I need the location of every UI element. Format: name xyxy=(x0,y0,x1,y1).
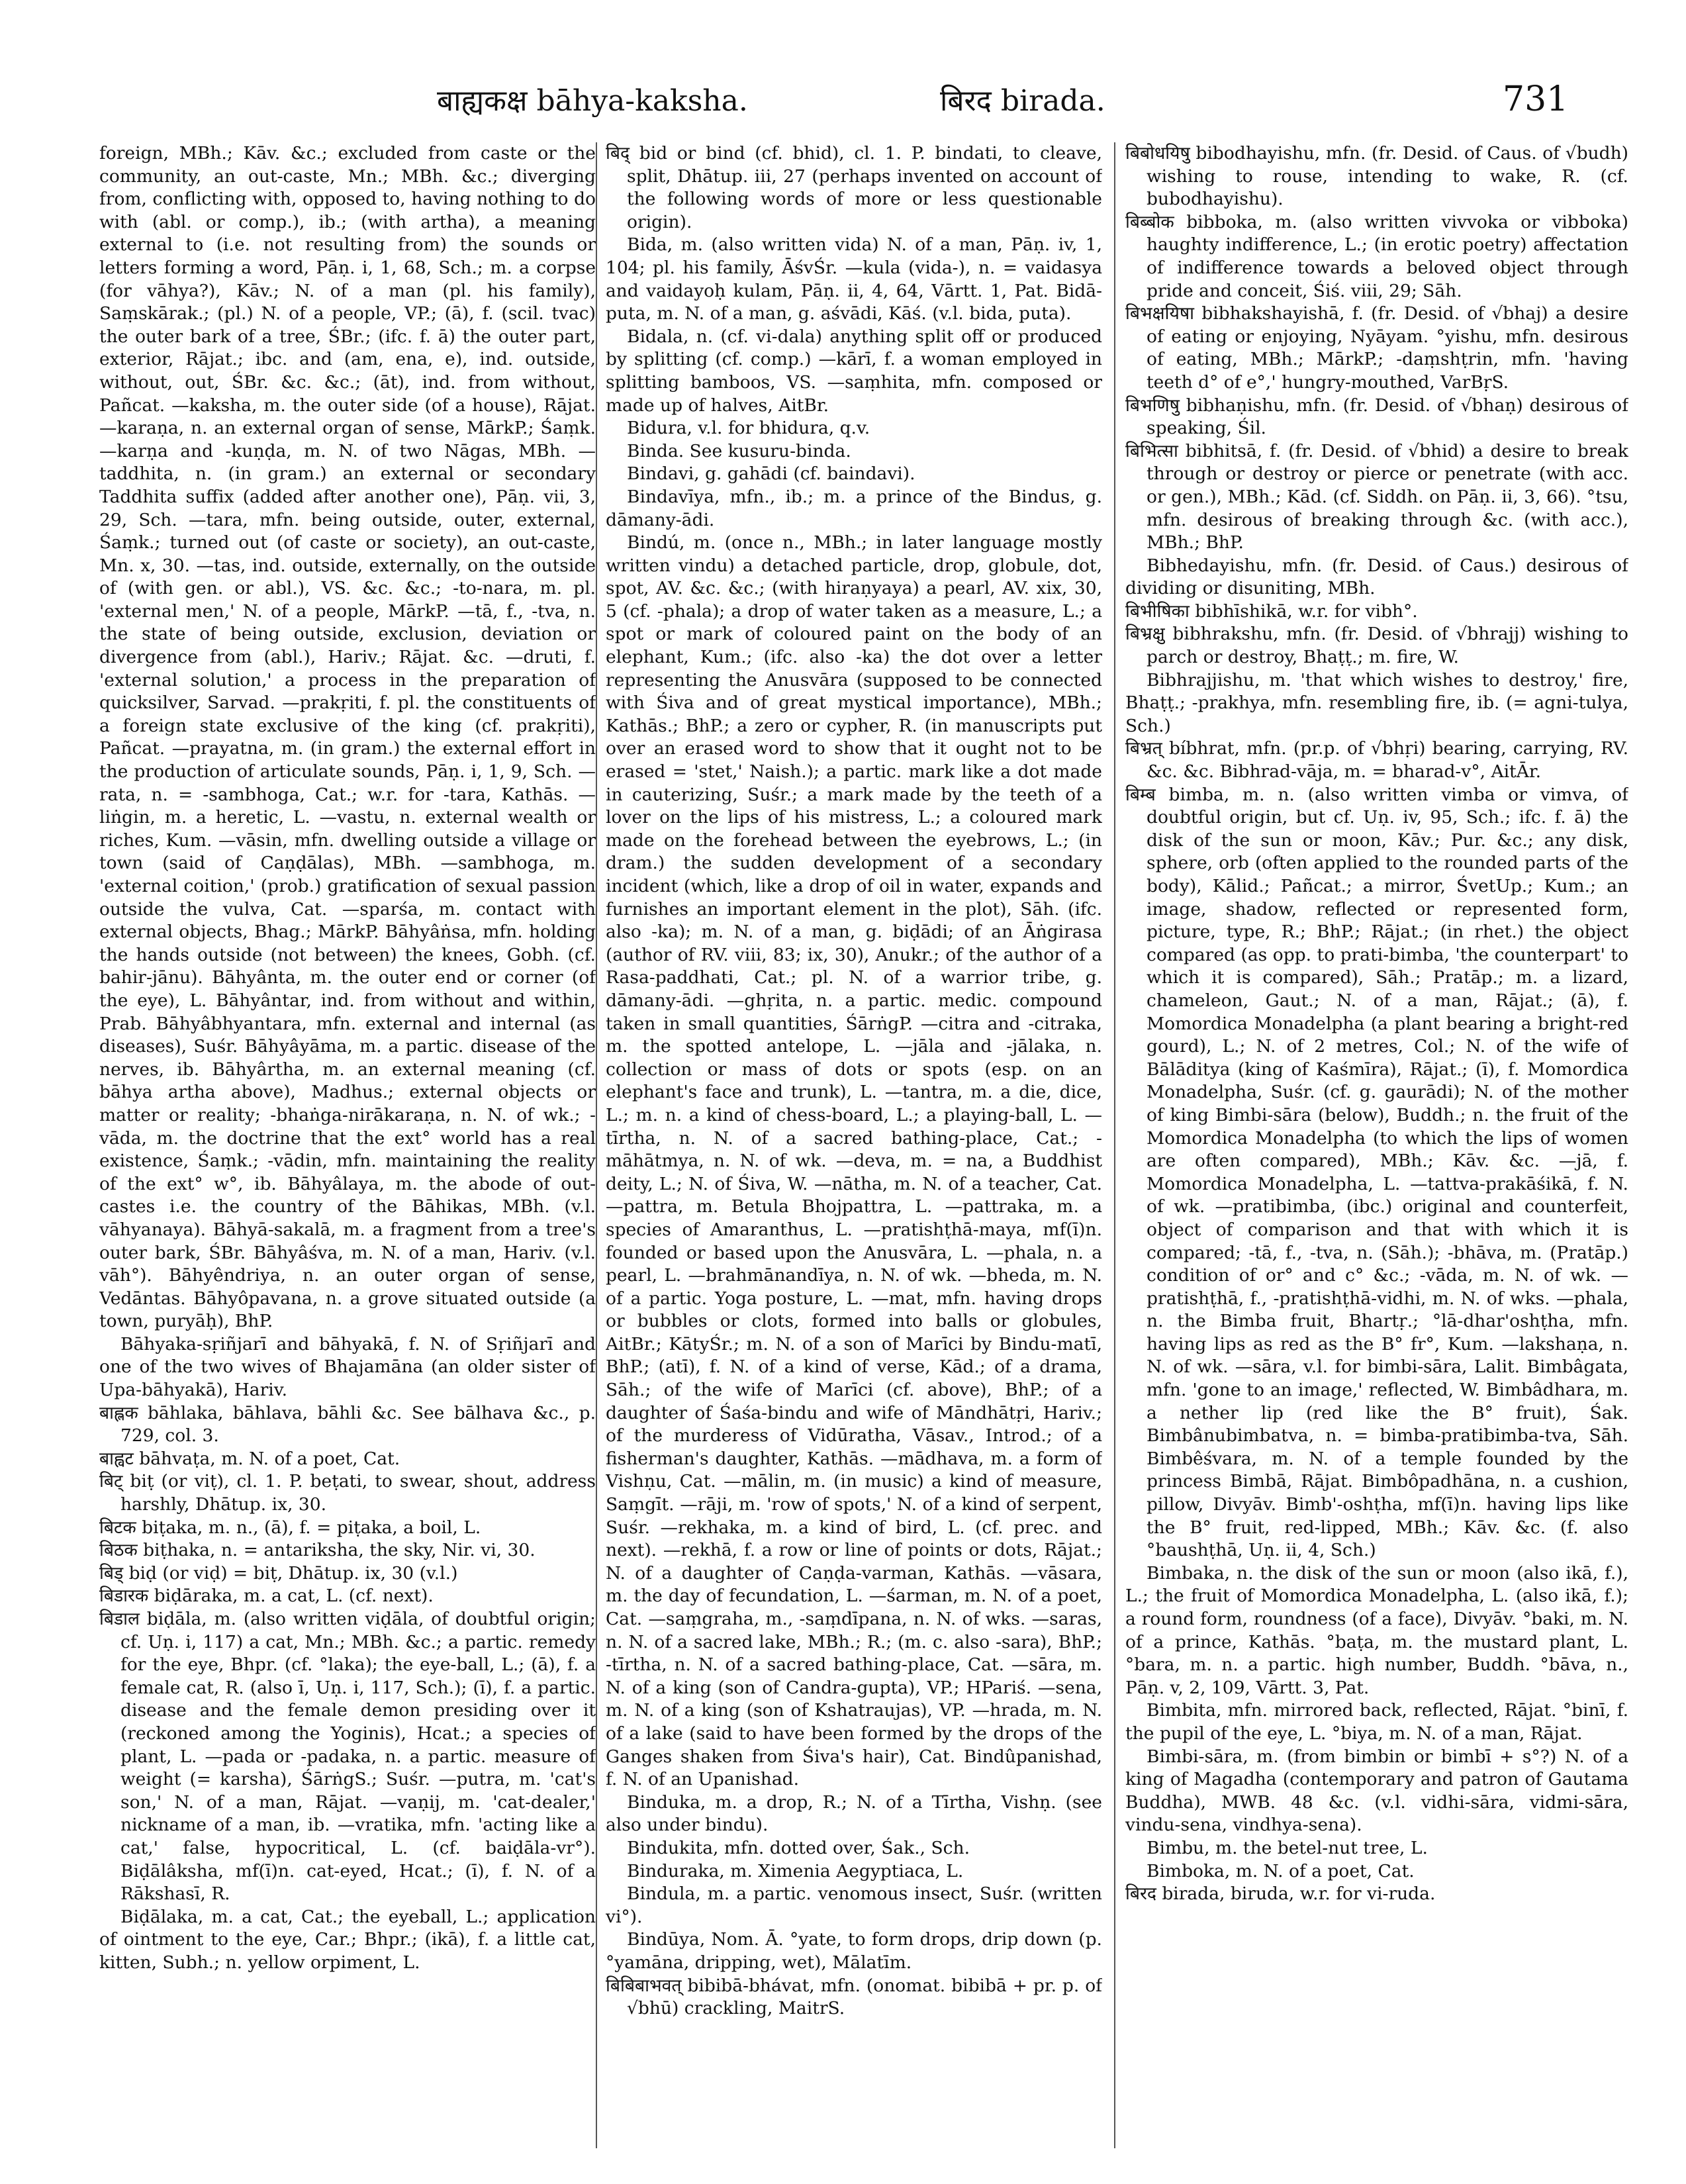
dictionary-entry: foreign, MBh.; Kāv. &c.; excluded from caste or the community, an out-caste, Mn.; MBh. &c.; diverging from, conflicting with, opposed to, having nothing to do with (abl. or comp.), ib.; (with artha), a meaning external to (i.e. not resulting from) the sounds or letters forming a word, Pāṇ. i, 1, 68, Sch.; m. a corpse (for vāhya?), Kāv.; N. of a man (pl. his family), Saṃskārak.; (pl.) N. of a people, VP.; (ā), f. (scil. tvac) the outer bark of a tree, ŚBr.; (ifc. f. ā) the outer part, exterior, Rājat.; ibc. and (am, ena, e), ind. outside, without, out, ŚBr. &c. &c.; (āt), ind. from without, Pañcat. —kaksha, m. the outer side (of a house), Rājat. —karaṇa, n. an external organ of sense, MārkP.; Śaṃk. —karṇa and -kuṇḍa, m. N. of two Nāgas, MBh. —taddhita, n. (in gram.) an external or secondary Taddhita suffix (added after another one), Pāṇ. vii, 3, 29, Sch. —tara, mfn. being outside, outer, external, Śaṃk.; turned out (of caste or society), an out-caste, Mn. x, 30. —tas, ind. outside, externally, on the outside of (with gen. or abl.), VS. &c. &c.; -to-nara, m. pl. 'external men,' N. of a people, MārkP. —tā, f., -tva, n. the state of being outside, exclusion, deviation or divergence from (abl.), Hariv.; Rājat. &c. —druti, f. 'external solution,' a process in the preparation of quicksilver, Sarvad. —prakṛiti, f. pl. the constituents of a foreign state exclusive of the king (cf. prakṛiti), Pañcat. —prayatna, m. (in gram.) the external effort in the production of articulate sounds, Pāṇ. i, 1, 9, Sch. —rata, n. = -sambhoga, Cat.; w.r. for -tara, Kathās. —liṅgin, m. a heretic, L. —vastu, n. external wealth or riches, Kum. —vāsin, mfn. dwelling outside a village or town (said of Caṇḍālas), MBh. —sambhoga, m. 'external coition,' (prob.) gratification of sexual passion outside the vulva, Cat. —sparśa, m. contact with external objects, Bhag.; MārkP. Bāhyâṅsa, mfn. holding the hands outside (not between) the knees, Gobh. (cf. bahir-jānu). Bāhyânta, m. the outer end or corner (of the eye), L. Bāhyântar, ind. from without and within, Prab. Bāhyâbhyantara, mfn. external and internal (as diseases), Suśr. Bāhyâyāma, m. a partic. disease of the nerves, ib. Bāhyârtha, m. an external meaning (cf. bāhya artha above), Madhus.; external objects or matter or reality; -bhaṅga-nirākaraṇa, n. N. of wk.; -vāda, m. the doctrine that the ext° world has a real existence, Śaṃk.; -vādin, mfn. maintaining the reality of the ext° w°, ib. Bāhyâlaya, m. the abode of out-castes i.e. the country of the Bāhikas, MBh. (v.l. vāhyanaya). Bāhyā-sakalā, m. a fragment from a tree's outer bark, ŚBr. Bāhyâśva, m. N. of a man, Hariv. (v.l. vāh°). Bāhyêndriya, n. an outer organ of sense, Vedāntas. Bāhyôpavana, n. a grove situated outside (a town, puryāḥ), BhP. xyxy=(99,143,596,1332)
dictionary-entry: बिभणिषु bibhaṇishu, mfn. (fr. Desid. of √bhaṇ) desirous of speaking, Śil. xyxy=(1125,395,1628,439)
dictionary-entry: Binduraka, m. Ximenia Aegyptiaca, L. xyxy=(627,1860,964,1881)
dictionary-entry: बाह्लक bāhlaka, bāhlava, bāhli &c. See bālhava &c., p. 729, col. 3. xyxy=(99,1402,596,1447)
running-head-left: बाह्यकक्ष bāhya-kaksha. xyxy=(437,84,748,118)
dictionary-entry: Bidura, v.l. for bhidura, q.v. xyxy=(627,418,870,439)
dictionary-entry: Bidala, n. (cf. vi-dala) anything split off or produced by splitting (cf. comp.) —kārī, f. a woman employed in splitting bamboos, VS. —saṃhita, mfn. composed or made up of halves, AitBr. xyxy=(606,326,1102,416)
dictionary-entry: Bibhrajjishu, m. 'that which wishes to destroy,' fire, Bhaṭṭ.; -prakhya, mfn. resembling fire, ib. (= agni-tulya, Sch.) xyxy=(1125,669,1628,736)
page-number: 731 xyxy=(1503,79,1569,119)
dictionary-entry: बिभित्सा bibhitsā, f. (fr. Desid. of √bhid) a desire to break through or destroy or pierce or penetrate (with acc. or gen.), MBh.; Kād. (cf. Siddh. on Pāṇ. ii, 3, 66). °tsu, mfn. desirous of breaking through &c. (with acc.), MBh.; BhP. xyxy=(1125,440,1628,553)
dictionary-entry: बिब्बोक bibboka, m. (also written vivvoka or vibboka) haughty indifference, L.; (in erotic poetry) affectation of indifference towards a beloved object through pride and conceit, Śiś. viii, 29; Sāh. xyxy=(1125,211,1628,301)
dictionary-entry: बिभक्षयिषा bibhakshayishā, f. (fr. Desid. of √bhaj) a desire of eating or enjoying, Nyāyam. °yishu, mfn. desirous of eating, MBh.; MārkP.; -daṃshṭrin, mfn. 'having teeth d° of e°,' hungry-mouthed, VarBṛS. xyxy=(1125,303,1628,393)
column-3 xyxy=(1125,142,1628,2155)
dictionary-entry: बिडारक biḍāraka, m. a cat, L. (cf. next). xyxy=(99,1586,434,1607)
dictionary-entry: Bāhyaka-sṛiñjarī and bāhyakā, f. N. of Sṛiñjarī and one of the two wives of Bhajamāna (an older sister of Upa-bāhyakā), Hariv. xyxy=(99,1333,596,1401)
dictionary-entry: बिठक biṭhaka, n. = antariksha, the sky, Nir. vi, 30. xyxy=(99,1540,536,1561)
page-header xyxy=(0,79,1686,139)
dictionary-entry: Bindavi, g. gahādi (cf. baindavi). xyxy=(627,463,915,485)
dictionary-entry: Bindukita, mfn. dotted over, Śak., Sch. xyxy=(627,1837,970,1858)
column-divider xyxy=(596,142,597,2148)
column-2 xyxy=(606,142,1102,2155)
dictionary-entry: बिटक biṭaka, m. n., (ā), f. = piṭaka, a boil, L. xyxy=(99,1517,481,1538)
dictionary-entry: बिम्ब bimba, m. n. (also written vimba or vimva, of doubtful origin, but cf. Uṇ. iv, 95, Sch.; ifc. f. ā) the disk of the sun or moon, Kāv.; Pur. &c.; any disk, sphere, orb (often applied to the rounded parts of the body), Kālid.; Pañcat.; a mirror, ŚvetUp.; Kum.; an image, shadow, reflected or represented form, picture, type, R.; BhP.; Rājat.; (in rhet.) the object compared (as opp. to prati-bimba, 'the counterpart' to which it is compared), Sāh.; Pratāp.; m. a lizard, chameleon, Gaut.; N. of a man, Rājat.; (ā), f. Momordica Monadelpha (a plant bearing a bright-red gourd), L.; N. of 2 metres, Col.; N. of the wife of Bālāditya (king of Kaśmīra), Rājat.; (ī), f. Momordica Monadelpha, Suśr. (cf. g. gaurādi); N. of the mother of king Bimbi-sāra (below), Buddh.; n. the fruit of the Momordica Monadelpha (to which the lips of women are often compared), MBh.; Kāv. &c. —jā, f. Momordica Monadelpha, L. —tattva-prakāśikā, f. N. of wk. —pratibimba, (ibc.) original and counterfeit, object of comparison and that with which it is compared; -tā, f., -tva, n. (Sāh.); -bhāva, m. (Pratāp.) condition of or° and c° &c.; -vāda, m. N. of wk. —pratishṭhā, f., -pratishṭhā-vidhi, m. N. of wks. —phala, n. the Bimba fruit, Bhartṛ.; °lā-dhar'oshṭha, mfn. having lips as red as the B° fr°, Kum. —lakshaṇa, n. N. of wk. —sāra, v.l. for bimbi-sāra, Lalit. Bimbâgata, mfn. 'gone to an image,' reflected, W. Bimbâdhara, m. a nether lip (red like the B° fruit), Śak. Bimbânubimbatva, n. = bimba-pratibimba-tva, Sāh. Bimbêśvara, m. N. of a temple founded by the princess Bimbā, Rājat. Bimbôpadhāna, n. a cushion, pillow, Divyāv. Bimb'-oshṭha, mf(ī)n. having lips like the B° fruit, red-lipped, MBh.; Kāv. &c. (f. also °baushṭhā, Uṇ. ii, 4, Sch.) xyxy=(1125,784,1628,1561)
dictionary-entry: बिभ्रत् bíbhrat, mfn. (pr.p. of √bhṛi) bearing, carrying, RV. &c. &c. Bibhrad-vāja, m. = bharad-v°, AitĀr. xyxy=(1125,738,1628,783)
dictionary-entry: बिबिबाभवत् bibibā-bhávat, mfn. (onomat. bibibā + pr. p. of √bhū) crackling, MaitrS. xyxy=(606,1975,1102,2019)
dictionary-entry: Bimbaka, n. the disk of the sun or moon (also ikā, f.), L.; the fruit of Momordica Monadelpha, L. (also ikā, f.); a round form, roundness (of a face), Divyāv. °baki, m. N. of a prince, Kathās. °baṭa, m. the mustard plant, L. °bara, m. n. a partic. high number, Buddh. °bāva, n., Pāṇ. v, 2, 109, Vārtt. 3, Pat. xyxy=(1125,1562,1628,1698)
column-1 xyxy=(99,142,596,2155)
dictionary-entry: Bimbu, m. the betel-nut tree, L. xyxy=(1147,1837,1428,1858)
dictionary-entry: Bimbita, mfn. mirrored back, reflected, Rājat. °binī, f. the pupil of the eye, L. °biya, m. N. of a man, Rājat. xyxy=(1125,1700,1628,1744)
dictionary-entry: बाह्वट bāhvaṭa, m. N. of a poet, Cat. xyxy=(99,1448,400,1469)
column-divider xyxy=(1114,142,1115,2148)
dictionary-entry: बिरद birada, biruda, w.r. for vi-ruda. xyxy=(1125,1883,1436,1905)
dictionary-entry: Bindavīya, mfn., ib.; m. a prince of the Bindus, g. dāmany-ādi. xyxy=(606,486,1102,530)
dictionary-entry: बिडाल biḍāla, m. (also written viḍāla, of doubtful origin; cf. Uṇ. i, 117) a cat, Mn.; MBh. &c.; a partic. remedy for the eye, Bhpr. (cf. °laka); the eye-ball, L.; (ā), f. a female cat, R. (also ī, Uṇ. i, 117, Sch.); (ī), f. a partic. disease and the female demon presiding over it (reckoned among the Yoginis), Hcat.; a species of plant, L. —pada or -padaka, n. a partic. measure of weight (= karsha), ŚārṅgS.; Suśr. —putra, m. 'cat's son,' N. of a man, Rājat. —vaṇij, m. 'cat-dealer,' nickname of a man, ib. —vratika, mfn. 'acting like a cat,' false, hypocritical, L. (cf. baiḍāla-vr°). Biḍālâksha, mf(ī)n. cat-eyed, Hcat.; (ī), f. N. of a Rākshasī, R. xyxy=(99,1609,596,1905)
dictionary-entry: बिद् bid or bind (cf. bhid), cl. 1. P. bindati, to cleave, split, Dhātup. iii, 27 (perhaps invented on account of the following words of more or less questionable origin). xyxy=(606,143,1102,232)
dictionary-entry: बिभ्रक्षु bibhrakshu, mfn. (fr. Desid. of √bhrajj) wishing to parch or destroy, Bhaṭṭ.; m. fire, W. xyxy=(1125,624,1628,668)
dictionary-entry: Bindula, m. a partic. venomous insect, Suśr. (written vi°). xyxy=(606,1883,1102,1927)
dictionary-entry: बिड् biḍ (or viḍ) = biṭ, Dhātup. ix, 30 (v.l.) xyxy=(99,1562,458,1584)
dictionary-entry: Binda. See kusuru-binda. xyxy=(627,440,851,461)
dictionary-entry: Bimbi-sāra, m. (from bimbin or bimbī + s°?) N. of a king of Magadha (contemporary and patron of Gautama Buddha), MWB. 48 &c. (v.l. vidhi-sāra, vidmi-sāra, vindu-sena, vindhya-sena). xyxy=(1125,1746,1628,1836)
dictionary-entry: Binduka, m. a drop, R.; N. of a Tīrtha, Vishṇ. (see also under bindu). xyxy=(606,1791,1102,1836)
dictionary-entry: बिभीषिका bibhīshikā, w.r. for vibh°. xyxy=(1125,600,1418,622)
dictionary-entry: बिट् biṭ (or viṭ), cl. 1. P. beṭati, to swear, shout, address harshly, Dhātup. ix, 30. xyxy=(99,1471,596,1515)
dictionary-entry: बिबोधयिषु bibodhayishu, mfn. (fr. Desid. of Caus. of √budh) wishing to rouse, intending to wake, R. (cf. bubodhayishu). xyxy=(1125,143,1628,210)
dictionary-entry: Biḍālaka, m. a cat, Cat.; the eyeball, L.; application of ointment to the eye, Car.; Bhpr.; (ikā), f. a little cat, kitten, Subh.; n. yellow orpiment, L. xyxy=(99,1906,596,1973)
dictionary-entry: Bibhedayishu, mfn. (fr. Desid. of Caus.) desirous of dividing or disuniting, MBh. xyxy=(1125,555,1628,599)
dictionary-entry: Bimboka, m. N. of a poet, Cat. xyxy=(1147,1860,1415,1881)
dictionary-entry: Bida, m. (also written vida) N. of a man, Pāṇ. iv, 1, 104; pl. his family, ĀśvŚr. —kula (vida-), n. = vaidasya and vaidayoḥ kulam, Pāṇ. ii, 4, 64, Vārtt. 1, Pat. Bidā-puta, m. N. of a man, g. aśvādi, Kāś. (v.l. bida, puta). xyxy=(606,234,1102,324)
running-head-middle: बिरद birada. xyxy=(940,84,1105,118)
dictionary-entry: Bindú, m. (once n., MBh.; in later language mostly written vindu) a detached particle, drop, globule, dot, spot, AV. &c. &c.; (with hiraṇyaya) a pearl, AV. xix, 30, 5 (cf. -phala); a drop of water taken as a measure, L.; a spot or mark of coloured paint on the body of an elephant, Kum.; (ifc. also -ka) the dot over a letter representing the Anusvāra (supposed to be connected with Śiva and of great mystical importance), MBh.; Kathās.; BhP.; a zero or cypher, R. (in manuscripts put over an erased word to show that it ought not to be erased = 'stet,' Naish.); a partic. mark like a dot made in cauterizing, Suśr.; a mark made by the teeth of a lover on the lips of his mistress, L.; a coloured mark made on the forehead between the eyebrows, L.; (in dram.) the sudden development of a secondary incident (which, like a drop of oil in water, expands and furnishes an important element in the plot), Sāh. (ifc. also -ka); m. N. of a man, g. biḍādi; of an Āṅgirasa (author of RV. viii, 83; ix, 30), Anukr.; of the author of a Rasa-paddhati, Cat.; pl. N. of a warrior tribe, g. dāmany-ādi. —ghṛita, n. a partic. medic. compound taken in small quantities, ŚārṅgP. —citra and -citraka, m. the spotted antelope, L. —jāla and -jālaka, n. collection or mass of dots or spots (esp. on an elephant's face and trunk), L. —tantra, m. a die, dice, L.; m. n. a kind of chess-board, L.; a playing-ball, L. —tīrtha, n. N. of a sacred bathing-place, Cat.; -māhātmya, n. N. of wk. —deva, m. = na, a Buddhist deity, L.; N. of Śiva, W. —nātha, m. N. of a teacher, Cat. —pattra, m. Betula Bhojpattra, L. —pattraka, m. a species of Amaranthus, L. —pratishṭhā-maya, mf(ī)n. founded or based upon the Anusvāra, L. —phala, n. a pearl, L. —brahmānandīya, n. N. of wk. —bheda, m. N. of a partic. Yoga posture, L. —mat, mfn. having drops or bubbles or clots, formed into balls or globules, AitBr.; KātyŚr.; m. N. of a son of Marīci by Bindu-matī, BhP.; (atī), f. N. of a kind of verse, Kād.; of a drama, Sāh.; of the wife of Marīci (cf. above), BhP.; of a daughter of Śaśa-bindu and wife of Māndhātṛi, Hariv.; of the murderess of Vidūratha, Vāsav., Introd.; of a fisherman's daughter, Kathās. —mādhava, m. a form of Vishṇu, Cat. —mālin, m. (in music) a kind of measure, Saṃgīt. —rāji, m. 'row of spots,' N. of a kind of serpent, Suśr. —rekhaka, m. a kind of bird, L. (cf. prec. and next). —rekhā, f. a row or line of points or dots, Rājat.; N. of a daughter of Caṇḍa-varman, Kathās. —vāsara, m. the day of fecundation, L. —śarman, m. N. of a poet, Cat. —saṃgraha, m., -saṃdīpana, n. N. of wks. —saras, n. N. of a sacred lake, MBh.; R.; (m. c. also -sara), BhP.; -tīrtha, n. N. of a sacred bathing-place, Cat. —sāra, m. N. of a king (son of Candra-gupta), VP.; HPariś. —sena, m. N. of a king (son of Kshatraujas), VP. —hrada, m. N. of a lake (said to have been formed by the drops of the Ganges shaken from Śiva's hair), Cat. Bindûpanishad, f. N. of an Upanishad. xyxy=(606,532,1102,1790)
dictionary-entry: Bindūya, Nom. Ā. °yate, to form drops, drip down (p. °yamāna, dripping, wet), Mālatīm. xyxy=(606,1929,1102,1973)
